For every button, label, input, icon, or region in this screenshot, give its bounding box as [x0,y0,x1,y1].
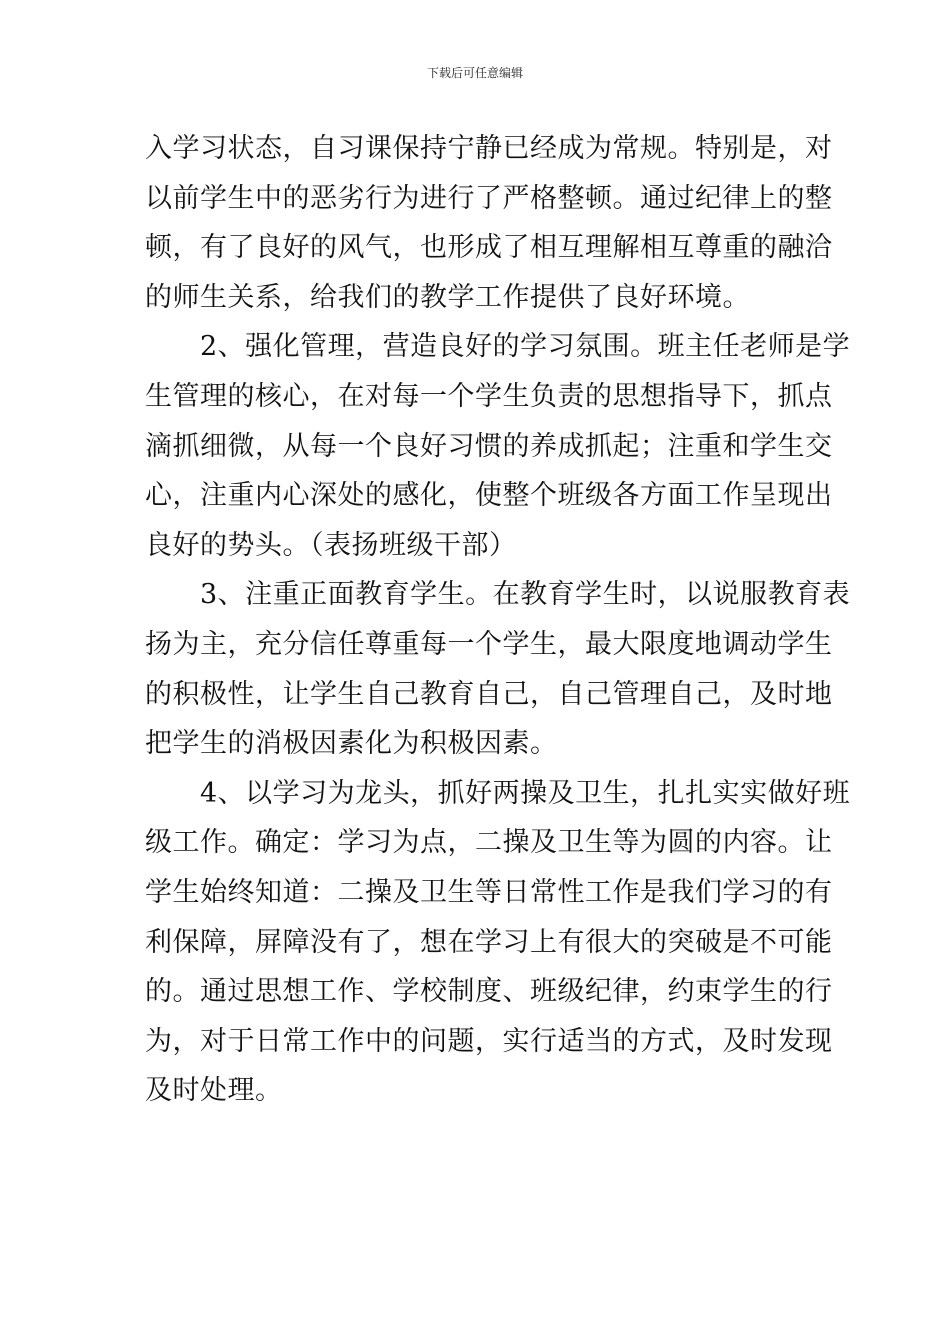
text-line: 顿，有了良好的风气，也形成了相互理解相互尊重的融洽 [145,232,833,264]
text-line: 3、注重正面教育学生。在教育学生时，以说服教育表 [145,579,851,611]
document-body [145,124,851,1116]
text-line: 滴抓细微，从每一个良好习惯的养成抓起；注重和学生交 [145,430,833,462]
text-line: 心，注重内心深处的感化，使整个班级各方面工作呈现出 [145,480,833,512]
text-line: 利保障，屏障没有了，想在学习上有很大的突破是不可能 [145,926,833,958]
text-line: 扬为主，充分信任尊重每一个学生，最大限度地调动学生 [145,628,833,660]
text-line: 入学习状态，自习课保持宁静已经成为常规。特别是，对 [145,133,833,164]
text-line: 及时处理。 [145,1075,283,1107]
text-line: 良好的势头。（表扬班级干部） [145,529,517,561]
text-line: 的。通过思想工作、学校制度、班级纪律，约束学生的行 [145,976,833,1008]
text-line: 级工作。确定：学习为点，二操及卫生等为圆的内容。让 [145,827,833,859]
text-line: 以前学生中的恶劣行为进行了严格整顿。通过纪律上的整 [145,182,833,214]
text-line: 把学生的消极因素化为积极因素。 [145,728,558,760]
text-line: 为，对于日常工作中的问题，实行适当的方式，及时发现 [145,1025,833,1057]
page-header-note: 下载后可任意编辑 [426,66,523,80]
text-line: 的积极性，让学生自己教育自己，自己管理自己，及时地 [145,678,833,710]
text-line: 2、强化管理，营造良好的学习氛围。班主任老师是学 [145,331,851,363]
text-line: 4、以学习为龙头，抓好两操及卫生，扎扎实实做好班 [145,777,851,809]
text-line: 的师生关系，给我们的教学工作提供了良好环境。 [145,281,750,313]
text-line: 学生始终知道：二操及卫生等日常性工作是我们学习的有 [145,876,833,908]
text-line: 生管理的核心，在对每一个学生负责的思想指导下，抓点 [145,380,833,412]
